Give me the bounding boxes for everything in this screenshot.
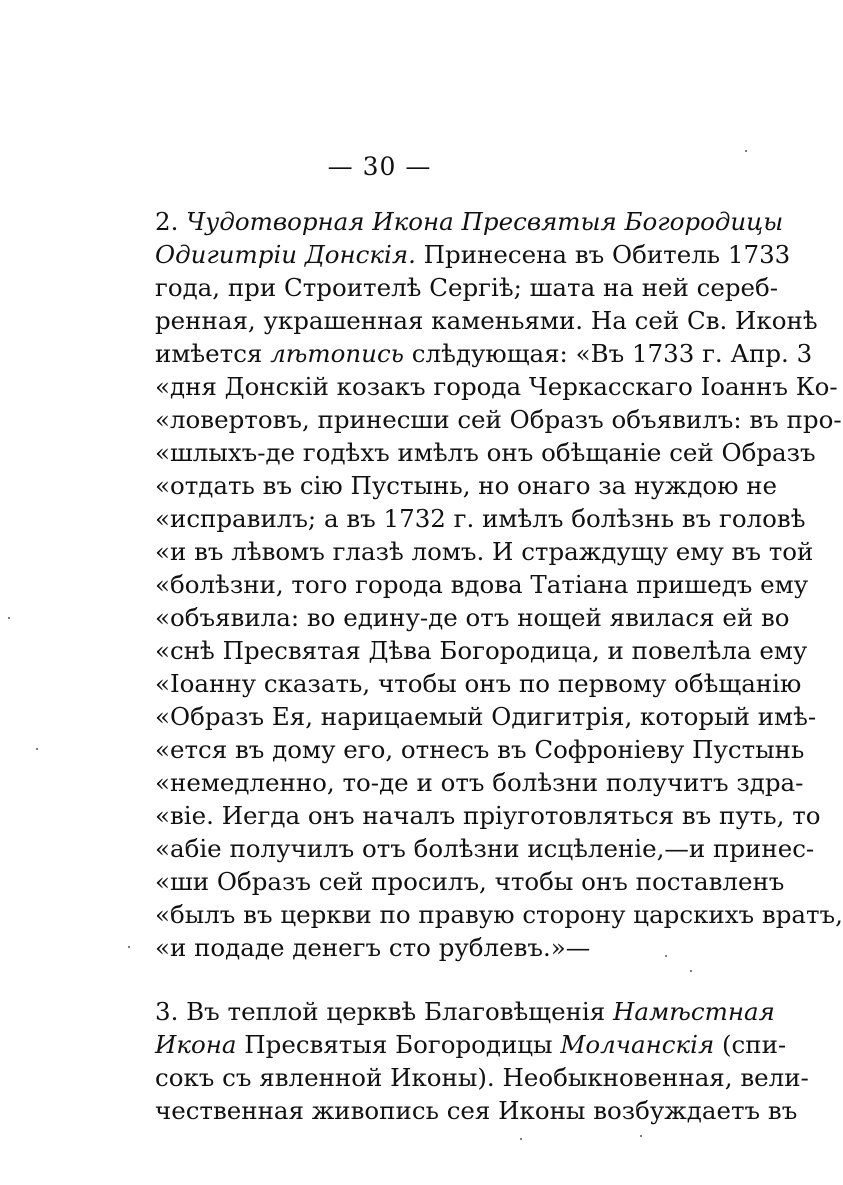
text-line: «исправилъ; а въ 1732 г. имѣлъ болѣзнь въ головѣ	[155, 504, 806, 533]
text-line: «и въ лѣвомъ глазѣ ломъ. И страждущу ему въ той	[155, 537, 814, 566]
text-line: 2. Чудотворная Икона Пресвятыя Богородицы	[155, 207, 784, 236]
text-line: 3. Въ теплой церквѣ Благовѣщенія Намѣстная	[155, 997, 775, 1026]
scan-speck	[36, 748, 38, 750]
text-line: чественная живопись сея Иконы возбуждаетъ въ	[155, 1096, 798, 1125]
page-number: — 30 —	[327, 152, 432, 181]
text-line: «отдать въ сію Пустынь, но онаго за нуждою не	[155, 471, 778, 500]
text-line: «ши Образъ сей просилъ, чтобы онъ поставленъ	[155, 867, 785, 896]
text-line: Одигитріи Донскія. Принесена въ Обитель 1733	[155, 240, 791, 269]
text-line: «дня Донскій козакъ города Черкасскаго Іоаннъ Ко-	[155, 372, 838, 401]
text-line: «Іоанну сказать, чтобы онъ по первому обѣщанію	[155, 669, 802, 698]
text-line: «немедленно, то-де и отъ болѣзни получитъ здра-	[155, 768, 804, 797]
text-line: «абіе получилъ отъ болѣзни исцѣленіе,—и принес-	[155, 834, 815, 863]
text-line: «віе. Иегда онъ началъ пріуготовляться въ путь, то	[155, 801, 821, 830]
text-line: «шлыхъ-де годѣхъ имѣлъ онъ обѣщаніе сей Образъ	[155, 438, 816, 467]
text-line: имѣется лѣтопись слѣдующая: «Въ 1733 г. Апр. 3	[155, 339, 813, 368]
text-line: года, при Строителѣ Сергіѣ; шата на ней сереб-	[155, 273, 779, 302]
text-line: сокъ съ явленной Иконы). Необыкновенная, вели-	[155, 1063, 809, 1092]
text-line: «болѣзни, того города вдова Татіана пришедъ ему	[155, 570, 809, 599]
text-line: «Образъ Ея, нарицаемый Одигитрія, который имѣ-	[155, 702, 817, 731]
text-line: «и подаде денегъ сто рублевъ.»—	[155, 933, 591, 962]
text-line: «былъ въ церкви по правую сторону царскихъ вратъ,	[155, 900, 843, 929]
text-line: «объявила: во едину-де отъ нощей явилася ей во	[155, 603, 790, 632]
scan-speck	[690, 970, 692, 972]
text-line: «ловертовъ, принесши сей Образъ объявилъ: въ про-	[155, 405, 842, 434]
text-line: ренная, украшенная каменьями. На сей Св. Иконѣ	[155, 306, 818, 335]
scan-speck	[520, 1138, 522, 1140]
text-line: «снѣ Пресвятая Дѣва Богородица, и повелѣла ему	[155, 636, 808, 665]
scan-speck	[745, 150, 747, 152]
scan-speck	[640, 1135, 642, 1137]
text-line: Икона Пресвятыя Богородицы Молчанскія (спи-	[155, 1030, 787, 1059]
scan-speck	[128, 946, 130, 948]
scan-speck	[665, 955, 667, 957]
scan-speck	[8, 617, 10, 619]
text-line: «ется въ дому его, отнесъ въ Софроніеву Пустынь	[155, 735, 805, 764]
